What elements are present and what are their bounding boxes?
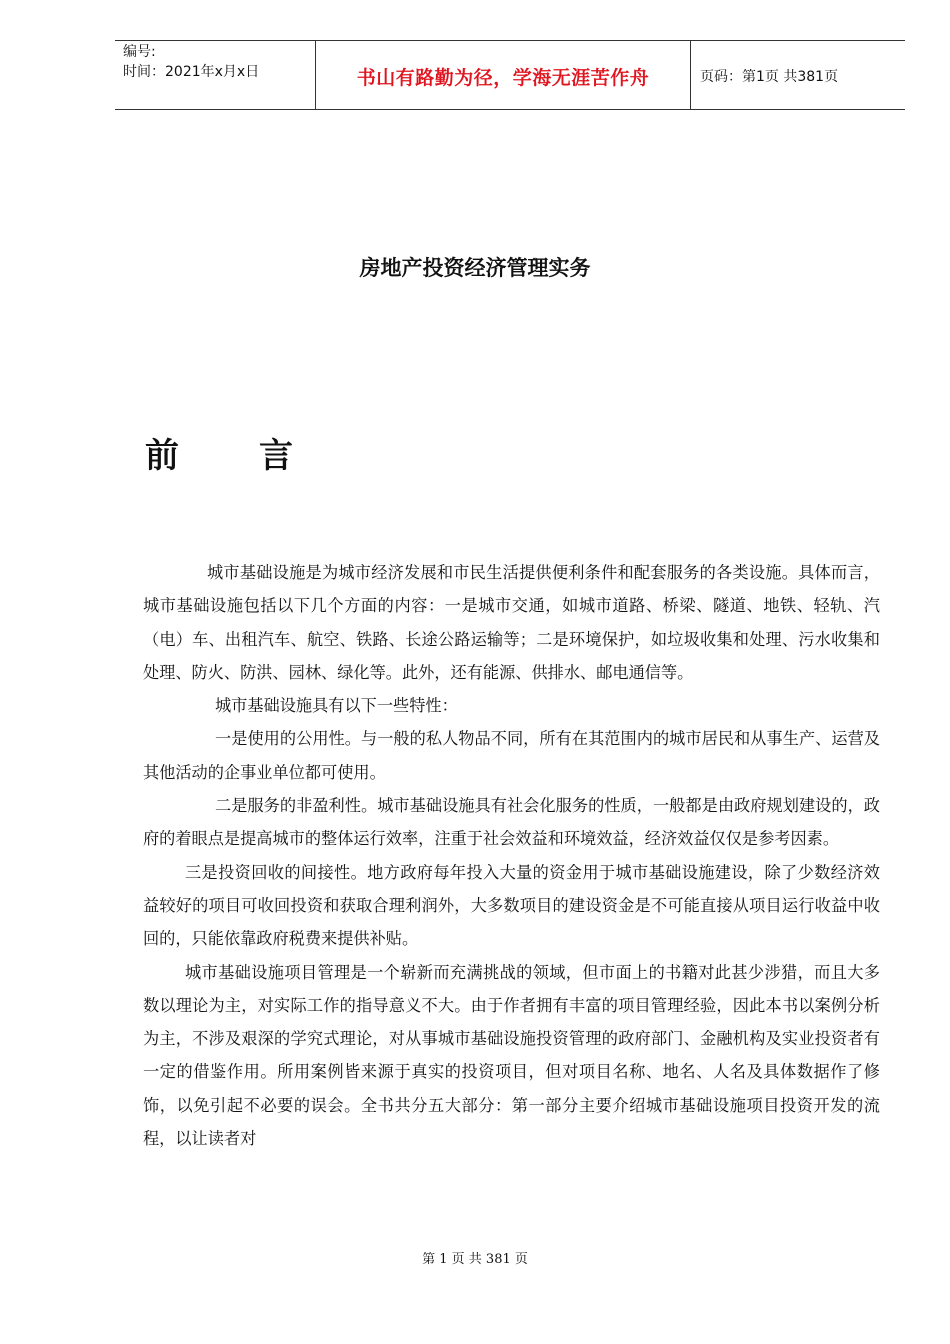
body-paragraph: 城市基础设施项目管理是一个崭新而充满挑战的领域，但市面上的书籍对此甚少涉猎，而且大多数以理论为主，对实际工作的指导意义不大。由于作者拥有丰富的项目管理经验，因此本书以案例分析为主，不涉及艰深的学究式理论，对从事城市基础设施投资管理的政府部门、金融机构及实业投资者有一定的借鉴作用。所用案例皆来源于真实的投资项目，但对项目名称、地名、人名及具体数据作了修饰，以免引起不必要的误会。全书共分五大部分：第一部分主要介绍城市基础设施项目投资开发的流程，以让读者对 [143,962,880,1149]
document-date-label: 时间：2021年x月x日 [123,64,260,80]
body-paragraph: 三是投资回收的间接性。地方政府每年投入大量的资金用于城市基础设施建设，除了少数经济效益较好的项目可收回投资和获取合理利润外，大多数项目的建设资金是不可能直接从项目运行收益中收回的，只能依靠政府税费来提供补贴。 [143,862,880,949]
preface-heading [145,428,295,477]
page-header [115,40,905,110]
document-title: 房地产投资经济管理实务 [359,255,591,280]
header-meta-cell [115,41,315,109]
preface-char-2: 言 [259,436,295,476]
body-paragraph: 城市基础设施是为城市经济发展和市民生活提供便利条件和配套服务的各类设施。具体而言，城市基础设施包括以下几个方面的内容：一是城市交通，如城市道路、桥梁、隧道、地铁、轻轨、汽（电）车、出租汽车、航空、铁路、长途公路运输等；二是环境保护，如垃圾收集和处理、污水收集和处理、防火、防洪、园林、绿化等。此外，还有能源、供排水、邮电通信等。 [143,563,880,682]
document-number-label: 编号: [123,44,156,60]
header-motto: 书山有路勤为径，学海无涯苦作舟 [356,67,650,89]
body-paragraph: 城市基础设施具有以下一些特性： [215,696,458,716]
preface-char-1: 前 [145,436,181,476]
header-page-info: 页码：第1页 共381页 [700,69,839,85]
header-motto-cell [315,41,691,109]
body-paragraph: 二是服务的非盈利性。城市基础设施具有社会化服务的性质，一般都是由政府规划建设的，政府的着眼点是提高城市的整体运行效率，注重于社会效益和环境效益，经济效益仅仅是参考因素。 [143,796,880,849]
header-page-cell [690,41,905,109]
page-footer: 第 1 页 共 381 页 [422,1252,528,1267]
body-paragraph: 一是使用的公用性。与一般的私人物品不同，所有在其范围内的城市居民和从事生产、运营及其他活动的企事业单位都可使用。 [143,729,880,782]
document-body [143,556,880,1155]
